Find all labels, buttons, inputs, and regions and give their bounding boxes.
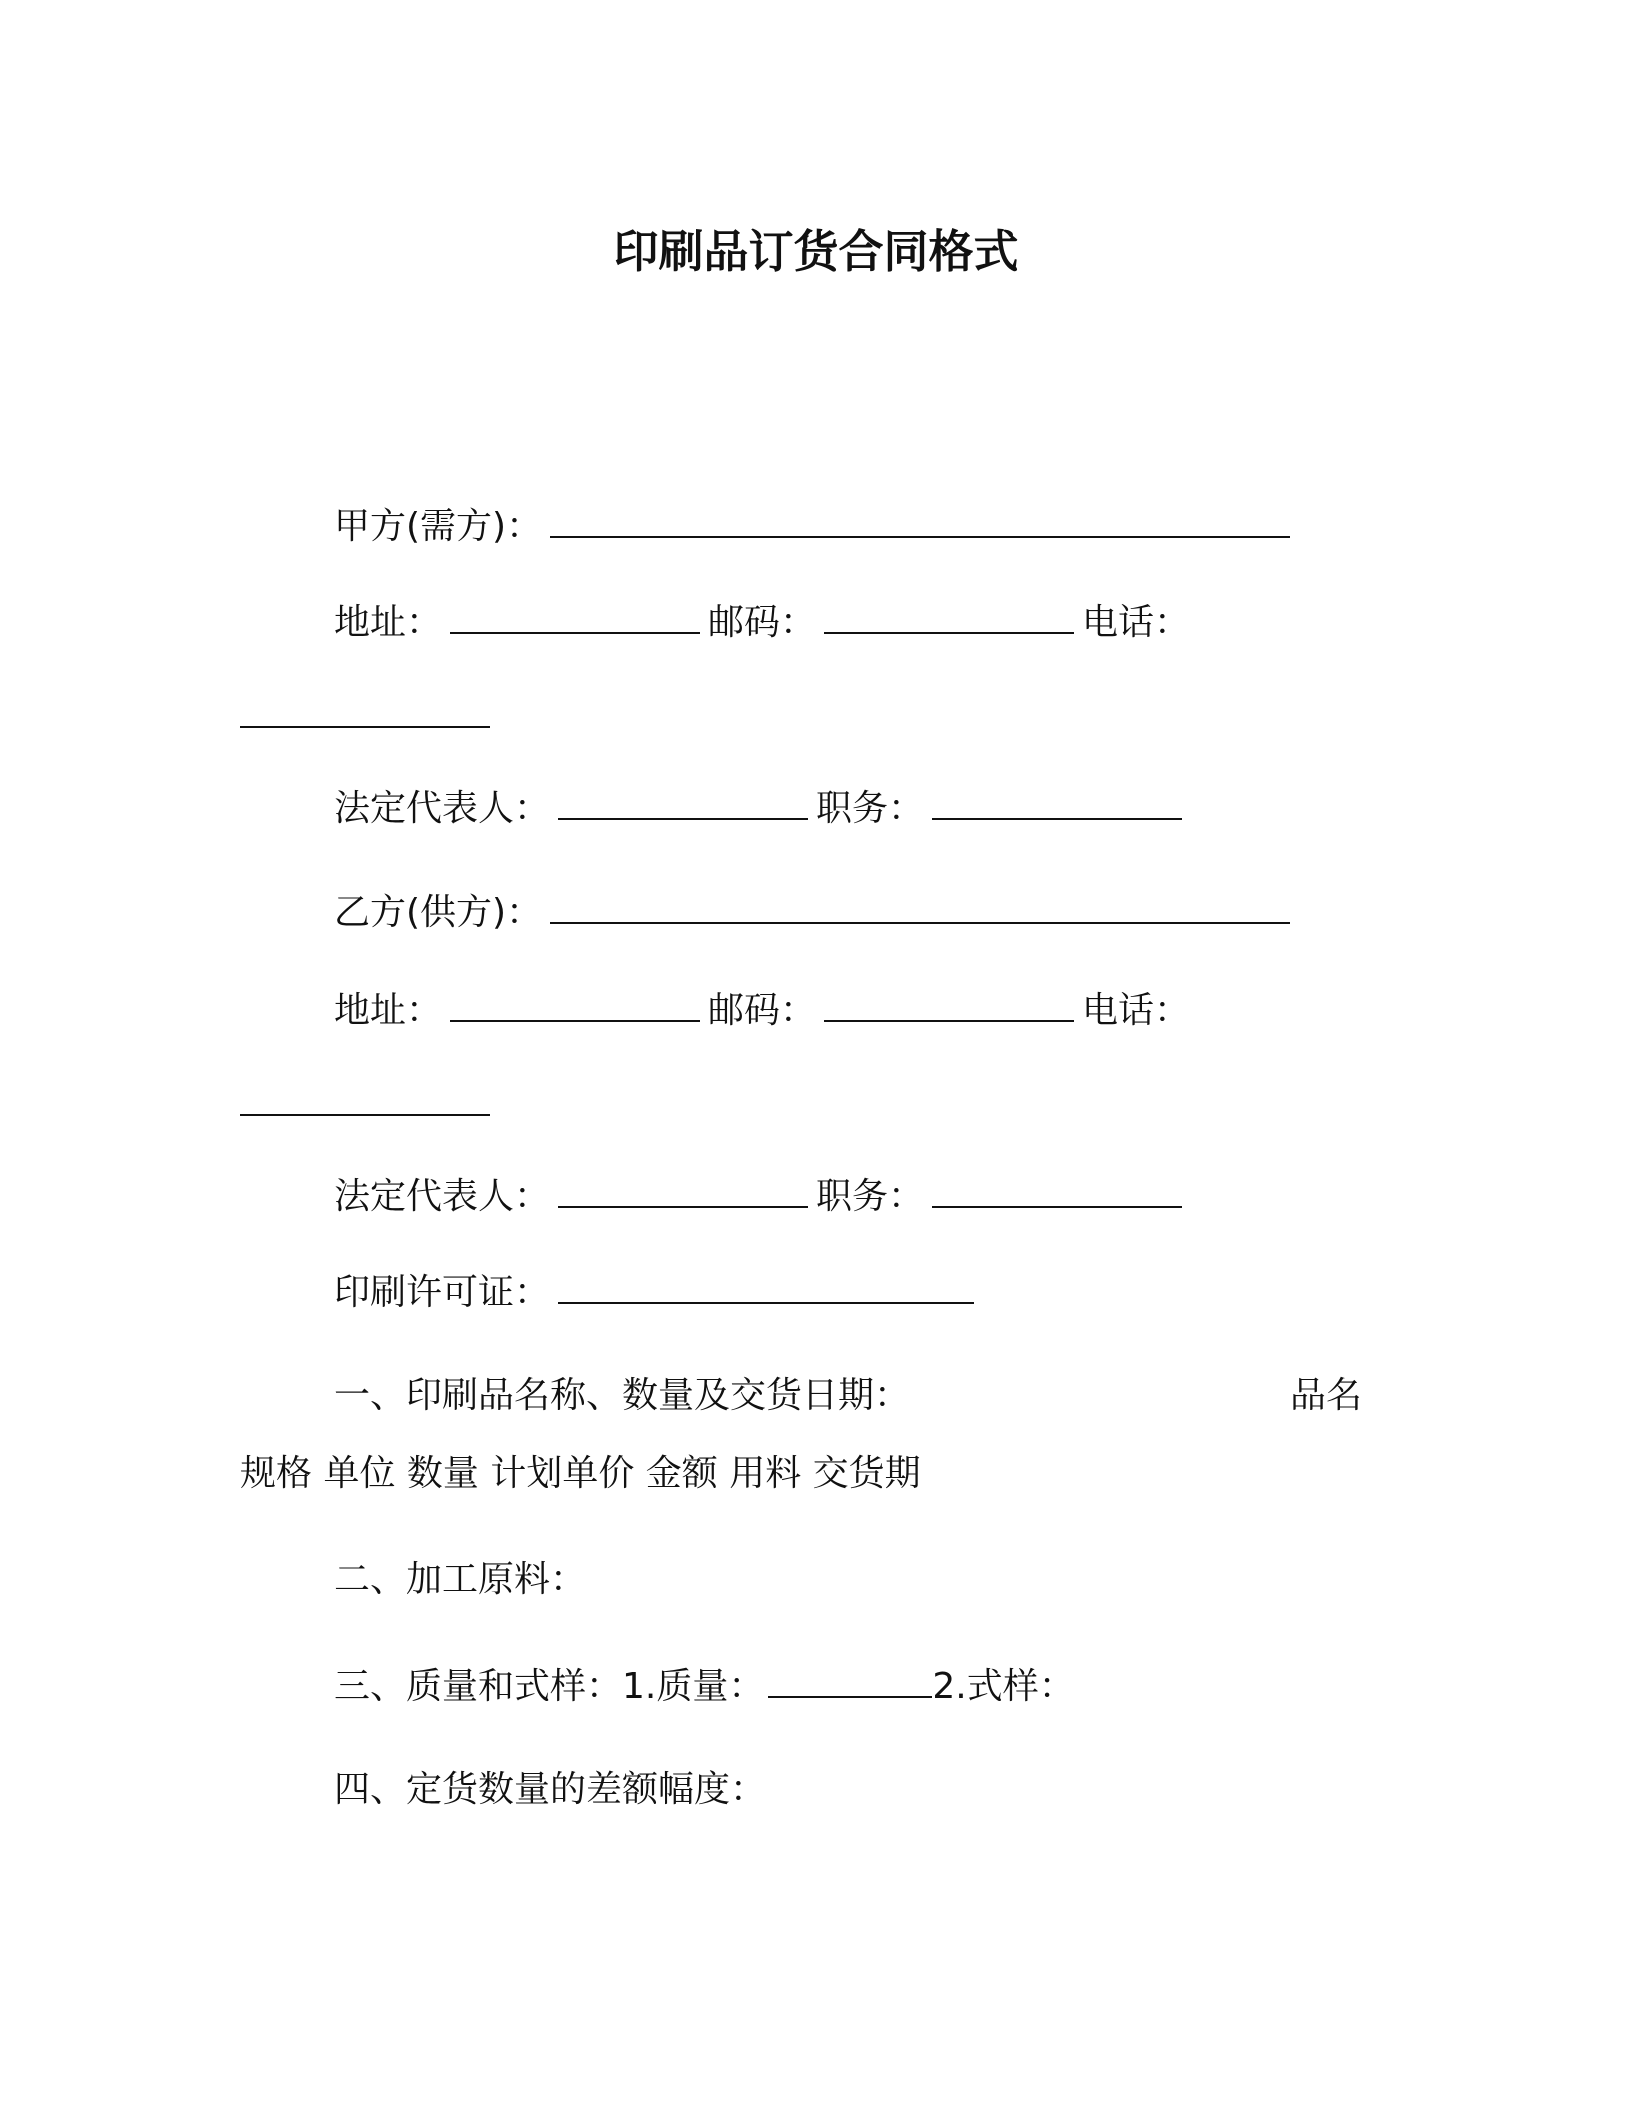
party-a-phone-blank[interactable] xyxy=(240,692,490,728)
party-b-phone-line xyxy=(240,1080,498,1129)
party-b-rep-blank[interactable] xyxy=(558,1172,808,1208)
party-a-postcode-blank[interactable] xyxy=(824,598,1074,634)
party-a-phone-line xyxy=(240,692,498,741)
party-b-position-label: 职务： xyxy=(816,1176,925,1217)
party-b-postcode-label: 邮码： xyxy=(708,990,817,1031)
section-2-heading: 二、加工原料： xyxy=(334,1559,587,1600)
party-a-position-label: 职务： xyxy=(816,788,925,829)
license-label: 印刷许可证： xyxy=(334,1272,551,1313)
party-a-label: 甲方(需方)： xyxy=(334,506,543,547)
party-b-address-blank[interactable] xyxy=(450,986,700,1022)
license-line xyxy=(334,1268,982,1317)
party-a-rep-label: 法定代表人： xyxy=(334,788,551,829)
party-a-address-label: 地址： xyxy=(334,602,443,643)
party-a-address-line xyxy=(334,598,1190,647)
party-a-address-blank[interactable] xyxy=(450,598,700,634)
section-3-line xyxy=(334,1662,1075,1711)
section-3-style-label: 2.式样： xyxy=(932,1666,1075,1707)
party-b-address-label: 地址： xyxy=(334,990,443,1031)
party-a-line xyxy=(334,502,1298,551)
license-blank[interactable] xyxy=(558,1268,974,1304)
section-3-quality-blank[interactable] xyxy=(768,1662,932,1698)
section-4-heading: 四、定货数量的差额幅度： xyxy=(334,1769,767,1810)
party-a-blank[interactable] xyxy=(550,502,1290,538)
party-b-postcode-blank[interactable] xyxy=(824,986,1074,1022)
party-a-rep-line xyxy=(334,784,1190,833)
party-b-phone-label: 电话： xyxy=(1082,990,1191,1031)
section-1-columns: 规格 单位 数量 计划单价 金额 用料 交货期 xyxy=(240,1453,921,1494)
party-a-position-blank[interactable] xyxy=(932,784,1182,820)
party-b-rep-line xyxy=(334,1172,1190,1221)
section-1-col-name: 品名 xyxy=(1290,1375,1363,1416)
section-1-heading: 一、印刷品名称、数量及交货日期： xyxy=(334,1375,911,1416)
party-b-blank[interactable] xyxy=(550,888,1290,924)
party-b-position-blank[interactable] xyxy=(932,1172,1182,1208)
party-a-rep-blank[interactable] xyxy=(558,784,808,820)
party-b-address-line xyxy=(334,986,1190,1035)
party-a-postcode-label: 邮码： xyxy=(708,602,817,643)
party-a-phone-label: 电话： xyxy=(1082,602,1191,643)
party-b-line xyxy=(334,888,1298,937)
document-title: 印刷品订货合同格式 xyxy=(613,225,1019,278)
section-3-quality-label: 三、质量和式样：1.质量： xyxy=(334,1666,765,1707)
party-b-label: 乙方(供方)： xyxy=(334,892,543,933)
party-b-phone-blank[interactable] xyxy=(240,1080,490,1116)
party-b-rep-label: 法定代表人： xyxy=(334,1176,551,1217)
